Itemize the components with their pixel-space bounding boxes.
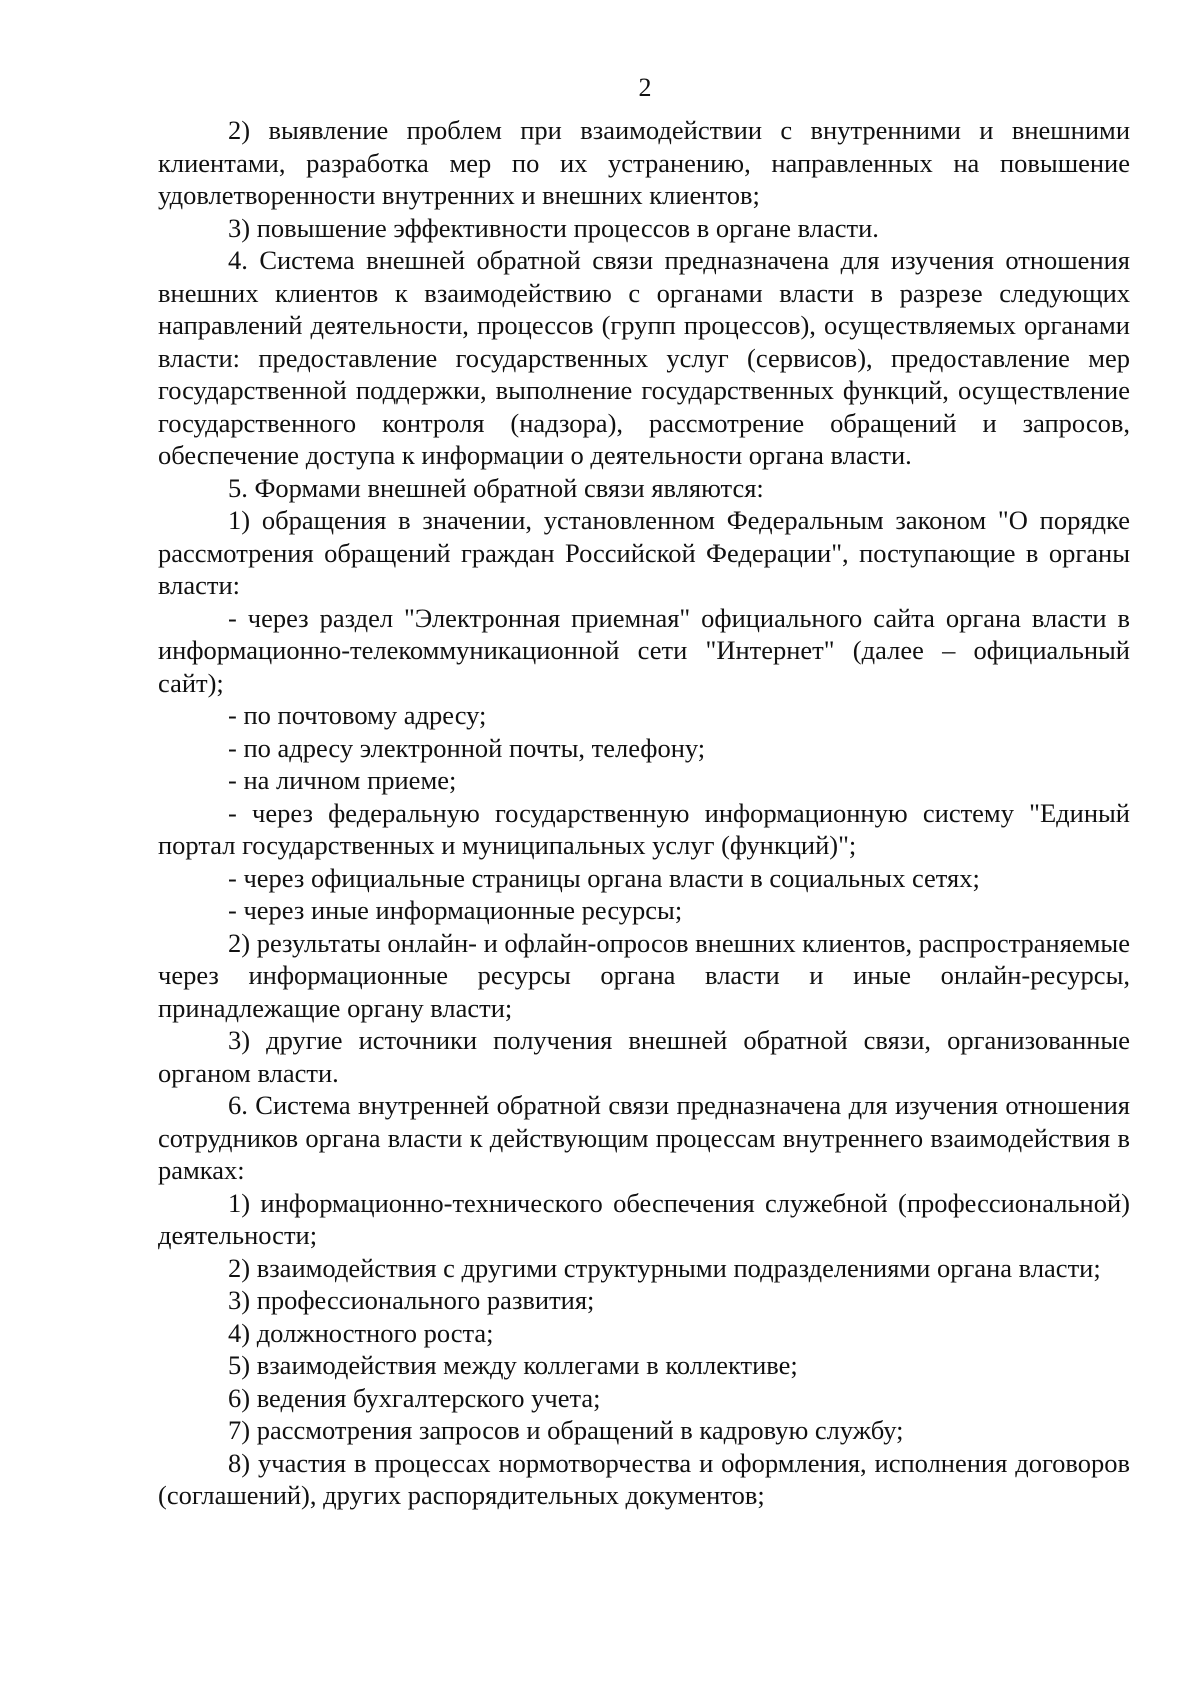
paragraph-6-item-2-interaction-units: 2) взаимодействия с другими структурными подразделениями органа власти; <box>228 1252 1101 1283</box>
list-item-personal-reception: - на личном приеме; <box>228 765 457 795</box>
paragraph-4-external-feedback-system: 4. Система внешней обратной связи предназначена для изучения отношения внешних клиентов к взаимодействию с органами власти в разрезе следующих направлений деятельности, процессов (групп процессов), осуществляемых органами власти: предоставление государственных услуг (сервисов), предоставление мер государственной поддержки, выполнение государственных функций, осуществление государственного контроля (надзора), рассмотрение обращений и запросов, обеспечение доступа к информации о деятельности органа власти. <box>158 245 1130 470</box>
page-number: 2 <box>638 73 652 102</box>
list-item-email-phone: - по адресу электронной почты, телефону; <box>228 732 706 763</box>
list-item-other-resources: - через иные информационные ресурсы; <box>228 895 683 925</box>
paragraph-6-item-4-growth: 4) должностного роста; <box>228 1317 494 1348</box>
paragraph-6-item-6-accounting: 6) ведения бухгалтерского учета; <box>228 1382 601 1413</box>
paragraph-5-item-3-other-sources: 3) другие источники получения внешней обратной связи, организованные органом власти. <box>158 1025 1130 1088</box>
paragraph-5-forms-heading: 5. Формами внешней обратной связи являются: <box>228 472 764 503</box>
paragraph-6-item-3-development: 3) профессионального развития; <box>228 1285 595 1315</box>
paragraph-5-item-1-appeals: 1) обращения в значении, установленном Федеральным законом "О порядке рассмотрения обращений граждан Российской Федерации", поступающие в органы власти: <box>158 505 1130 600</box>
paragraph-6-item-5-colleagues: 5) взаимодействия между коллегами в коллективе; <box>228 1350 798 1380</box>
list-item-electronic-reception: - через раздел "Электронная приемная" официального сайта органа власти в информационно-телекоммуникационной сети "Интернет" (далее – официальный сайт); <box>158 602 1130 698</box>
list-item-postal-address: - по почтовому адресу; <box>228 700 487 730</box>
paragraph-6-item-8-rulemaking: 8) участия в процессах нормотворчества и оформления, исполнения договоров (соглашений), других распорядительных документов; <box>158 1447 1130 1510</box>
list-item-unified-portal: - через федеральную государственную информационную систему "Единый портал государственных и муниципальных услуг (функций)"; <box>158 797 1130 860</box>
paragraph-5-item-2-surveys: 2) результаты онлайн- и офлайн-опросов внешних клиентов, распространяемые через информационные ресурсы органа власти и иные онлайн-ресурсы, принадлежащие органу власти; <box>158 927 1130 1023</box>
paragraph-item-3-efficiency: 3) повышение эффективности процессов в органе власти. <box>228 212 879 243</box>
paragraph-6-item-1-it-support: 1) информационно-технического обеспечения служебной (профессиональной) деятельности; <box>158 1187 1130 1250</box>
paragraph-6-item-7-hr-requests: 7) рассмотрения запросов и обращений в кадровую службу; <box>228 1415 904 1445</box>
paragraph-item-2-problems: 2) выявление проблем при взаимодействии с внутренними и внешними клиентами, разработка мер по их устранению, направленных на повышение удовлетворенности внутренних и внешних клиентов; <box>158 115 1130 210</box>
document-body <box>158 114 1130 1512</box>
list-item-social-networks: - через официальные страницы органа власти в социальных сетях; <box>228 862 980 893</box>
paragraph-6-internal-feedback-system: 6. Система внутренней обратной связи предназначена для изучения отношения сотрудников органа власти к действующим процессам внутреннего взаимодействия в рамках: <box>158 1090 1130 1185</box>
